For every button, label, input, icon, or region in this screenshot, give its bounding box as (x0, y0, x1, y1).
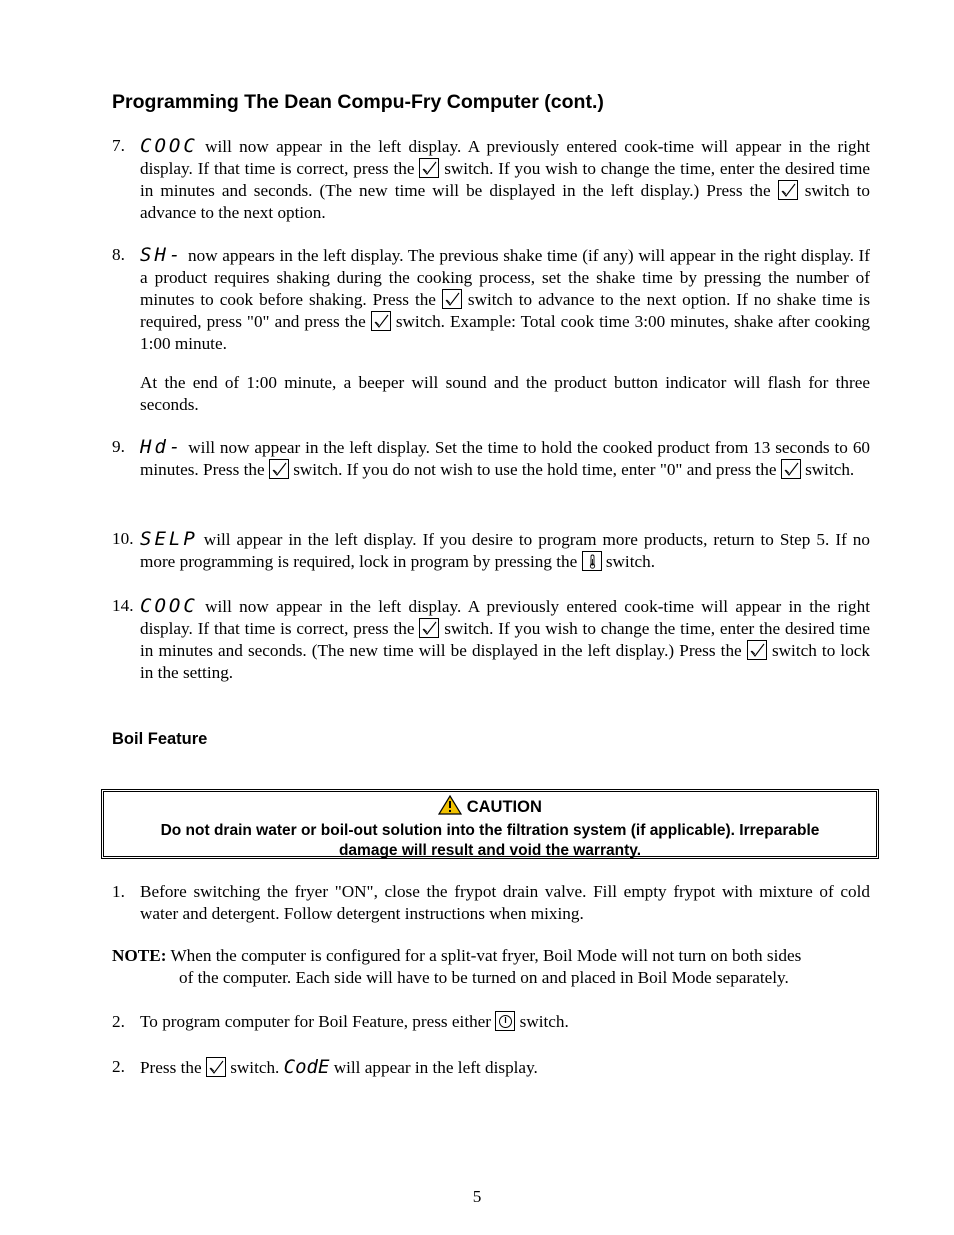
step-7 (112, 135, 870, 224)
step-number: 2. (112, 1057, 125, 1076)
note (112, 945, 870, 989)
step-text: switch. If you wish to change the time, enter the desired time in minutes and seconds. (The new time will be displayed in the left display.) Press the (140, 619, 871, 660)
caution-title: CAUTION (466, 798, 542, 816)
check-switch-icon (419, 158, 439, 178)
lcd-code-cooc: COOC (140, 595, 198, 617)
step-text: switch. (805, 460, 855, 479)
caution-box (101, 789, 879, 859)
step-text: switch. (230, 1058, 280, 1077)
step-number: 7. (112, 136, 125, 155)
step-text: will appear in the left display. If you desire to program more products, return to Step 5. If no more programming is required, lock in program by pressing the (140, 530, 870, 571)
step-9 (112, 436, 870, 481)
step-text: switch to advance to the next option. If no shake time is required, press "0" and press the (140, 290, 871, 331)
lcd-code-shake: SH- (140, 244, 184, 266)
lcd-code-cooc: COOC (140, 135, 198, 157)
check-switch-icon (419, 618, 439, 638)
boil-step-3 (112, 1056, 870, 1079)
lcd-code-hold: Hd- (140, 436, 184, 458)
page-title: Programming The Dean Compu-Fry Computer (cont.) (112, 91, 604, 113)
step-text: switch to lock in the setting. (140, 641, 871, 682)
lcd-code-selp: SELP (140, 528, 198, 550)
step-10 (112, 528, 870, 573)
step-paragraph: At the end of 1:00 minute, a beeper will sound and the product button indicator will flash for three seconds. (140, 373, 870, 414)
step-text: switch. If you wish to change the time, enter the desired time in minutes and seconds. (The new time will be displayed in the left display.) Press the (140, 159, 871, 200)
check-switch-icon (442, 289, 462, 309)
check-switch-icon (269, 459, 289, 479)
step-number: 10. (112, 529, 134, 548)
step-text: switch. If you do not wish to use the hold time, enter "0" and press the (293, 460, 777, 479)
check-switch-icon (781, 459, 801, 479)
boil-step-1 (112, 881, 870, 925)
lcd-code-code: CodE (283, 1056, 330, 1078)
step-8 (112, 244, 870, 416)
step-text: switch. Example: Total cook time 3:00 minutes, shake after cooking 1:00 minute. (140, 312, 871, 353)
step-text: To program computer for Boil Feature, press either (140, 1012, 492, 1031)
boil-step-2 (112, 1011, 870, 1033)
step-14 (112, 595, 870, 684)
step-text: Before switching the fryer "ON", close the frypot drain valve. Fill empty frypot with mixture of cold water and detergent. Follow detergent instructions when mixing. (140, 882, 870, 923)
step-number: 1. (112, 882, 125, 901)
caution-line-2: damage will result and void the warranty. (338, 842, 642, 859)
step-text: now appears in the left display. The previous shake time (if any) will appear in the right display. If a product requires shaking during the cooking process, set the shake time by pressing the number of minutes to cook before shaking. Press the (140, 246, 871, 309)
step-number: 2. (112, 1012, 125, 1031)
step-text: switch to advance to the next option. (140, 181, 871, 222)
step-text: will appear in the left display. (333, 1058, 538, 1077)
note-line-1: When the computer is configured for a split-vat fryer, Boil Mode will not turn on both sides (170, 946, 802, 965)
step-number: 14. (112, 596, 134, 615)
step-text: switch. (519, 1012, 569, 1031)
step-text: Press the (140, 1058, 202, 1077)
page-number: 5 (472, 1187, 482, 1206)
step-number: 9. (112, 437, 125, 456)
note-label: NOTE: (112, 946, 167, 965)
section-heading-boil: Boil Feature (112, 730, 208, 748)
check-switch-icon (778, 180, 798, 200)
step-text: will now appear in the left display. A previously entered cook-time will appear in the right display. If that time is correct, press the (140, 597, 870, 638)
caution-line-1: Do not drain water or boil-out solution into the filtration system (if applicable). Irreparable (160, 822, 820, 839)
check-switch-icon (371, 311, 391, 331)
step-text: will now appear in the left display. Set the time to hold the cooked product from 13 seconds to 60 minutes. Press the (140, 438, 871, 479)
step-number: 8. (112, 245, 125, 264)
step-text: will now appear in the left display. A previously entered cook-time will appear in the right display. If that time is correct, press the (140, 137, 870, 178)
step-text: switch. (605, 552, 655, 571)
power-switch-icon (495, 1011, 515, 1031)
check-switch-icon (747, 640, 767, 660)
note-line-2: of the computer. Each side will have to be turned on and placed in Boil Mode separately. (179, 968, 789, 987)
thermometer-switch-icon (582, 551, 602, 571)
check-switch-icon (206, 1057, 226, 1077)
warning-triangle-icon (438, 795, 462, 821)
